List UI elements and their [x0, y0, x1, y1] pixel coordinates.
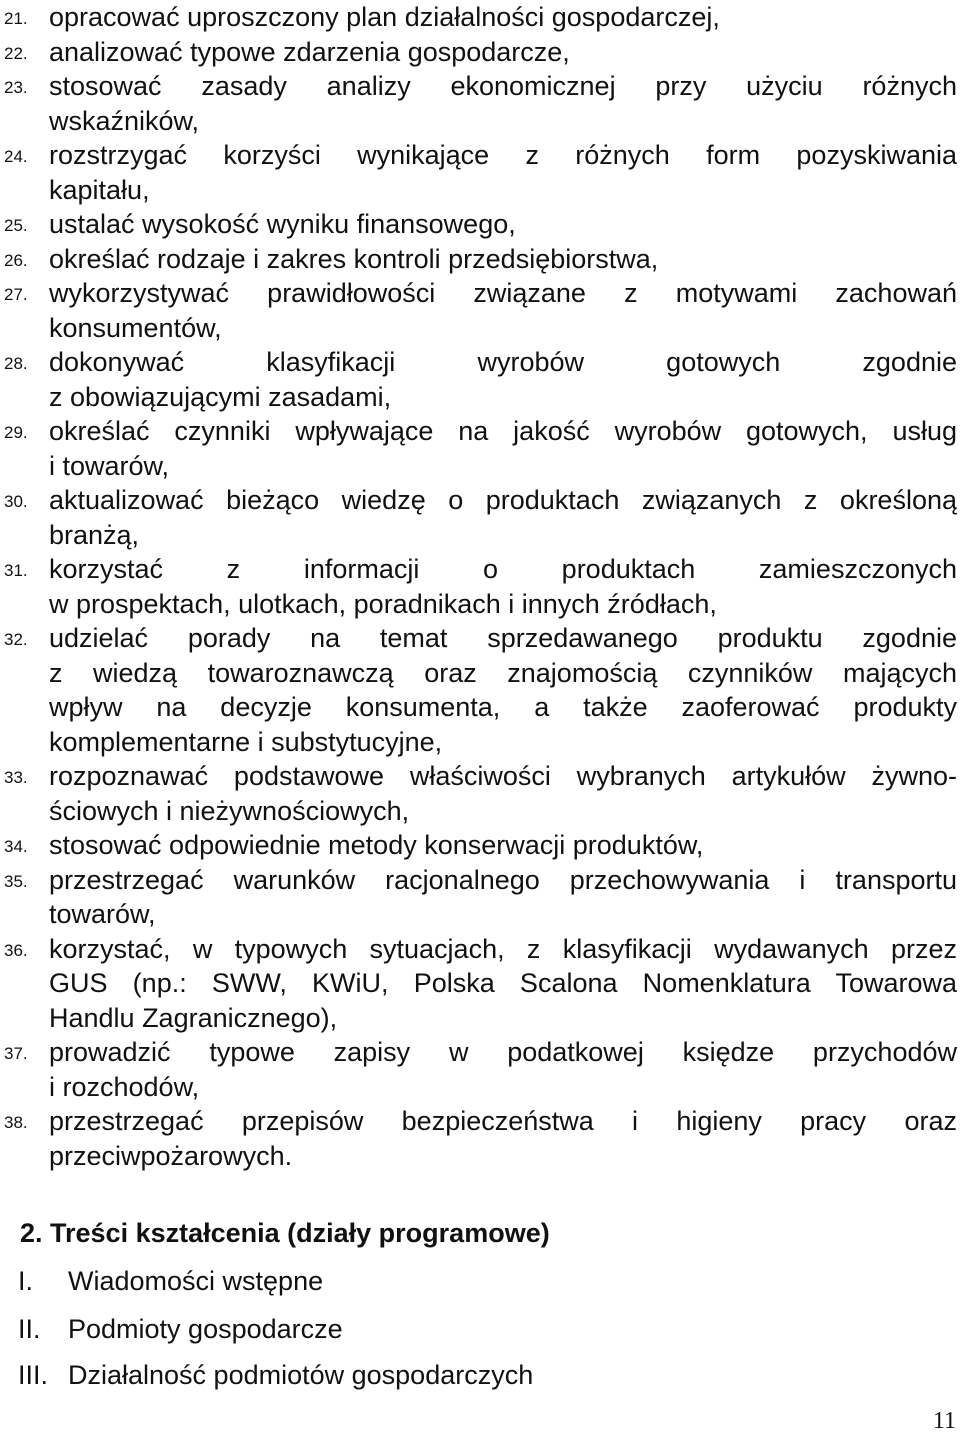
- list-item-text-line: z wiedzą towaroznawczą oraz znajomością czynników mających: [49, 657, 957, 688]
- list-item-number: 24.: [4, 147, 28, 166]
- list-item-text-line: komplementarne i substytucyjne,: [49, 726, 443, 757]
- list-item-number: 38.: [4, 1113, 28, 1132]
- list-item-number: 29.: [4, 423, 28, 442]
- list-item-text-line: przestrzegać przepisów bezpieczeństwa i higieny pracy oraz: [49, 1106, 957, 1136]
- list-item-text-line: GUS (np.: SWW, KWiU, Polska Scalona Nomenklatura Towarowa: [49, 968, 957, 998]
- list-item-text-line: wpływ na decyzje konsumenta, a także zaoferować produkty: [49, 692, 957, 722]
- list-item-text-line: i towarów,: [49, 450, 170, 481]
- list-item-text-line: stosować zasady analizy ekonomicznej przy użyciu różnych: [49, 71, 957, 101]
- list-item-text-line: określać czynniki wpływające na jakość wyrobów gotowych, usług: [49, 416, 957, 446]
- list-item-number: 22.: [4, 43, 28, 63]
- list-item-number: 23.: [4, 78, 28, 97]
- section-heading: 2. Treści kształcenia (działy programowe): [20, 1218, 550, 1248]
- subsection-label: Działalność podmiotów gospodarczych: [68, 1360, 534, 1390]
- subsection-numeral: I.: [18, 1266, 34, 1296]
- list-item-text-line: konsumentów,: [49, 312, 222, 343]
- list-item-text-line: określać rodzaje i zakres kontroli przedsiębiorstwa,: [49, 243, 659, 274]
- list-item-number: 37.: [4, 1044, 28, 1063]
- list-item-number: 34.: [4, 837, 28, 856]
- list-item-text-line: analizować typowe zdarzenia gospodarcze,: [49, 36, 570, 67]
- page-number: 11: [932, 1408, 956, 1434]
- subsection-label: Wiadomości wstępne: [68, 1266, 324, 1296]
- list-item-text-line: Handlu Zagranicznego),: [49, 1002, 338, 1033]
- list-item-text-line: stosować odpowiednie metody konserwacji produktów,: [49, 830, 704, 860]
- list-item-text-line: branżą,: [49, 519, 140, 550]
- list-item-text-line: i rozchodów,: [49, 1071, 200, 1102]
- subsection-numeral: II.: [18, 1314, 41, 1344]
- list-item-number: 26.: [4, 250, 28, 270]
- list-item-number: 21.: [4, 9, 28, 28]
- list-item-text-line: dokonywać klasyfikacji wyrobów gotowych zgodnie: [49, 347, 957, 377]
- list-item-text-line: prowadzić typowe zapisy w podatkowej księdze przychodów: [49, 1037, 957, 1067]
- subsection-label: Podmioty gospodarcze: [68, 1314, 343, 1344]
- list-item-text-line: towarów,: [49, 899, 156, 929]
- list-item-text-line: wykorzystywać prawidłowości związane z motywami zachowań: [49, 278, 957, 308]
- list-item-text-line: kapitału,: [49, 174, 150, 205]
- subsection-numeral: III.: [18, 1360, 49, 1390]
- list-item-number: 27.: [4, 285, 28, 304]
- list-item-number: 32.: [4, 630, 28, 649]
- list-item-text-line: udzielać porady na temat sprzedawanego produktu zgodnie: [49, 623, 957, 653]
- list-item-number: 35.: [4, 871, 28, 891]
- list-item-number: 33.: [4, 768, 28, 787]
- list-item-number: 25.: [4, 216, 28, 235]
- list-item-text-line: korzystać z informacji o produktach zamieszczonych: [49, 554, 957, 584]
- list-item-text-line: opracować uproszczony plan działalności gospodarczej,: [49, 2, 720, 32]
- list-item-number: 36.: [4, 940, 28, 960]
- list-item-number: 31.: [4, 561, 28, 580]
- list-item-text-line: rozstrzygać korzyści wynikające z różnych form pozyskiwania: [49, 140, 957, 170]
- list-item-text-line: aktualizować bieżąco wiedzę o produktach związanych z określoną: [49, 485, 957, 515]
- list-item-text-line: korzystać, w typowych sytuacjach, z klasyfikacji wydawanych przez: [49, 933, 957, 964]
- list-item-text-line: wskaźników,: [49, 105, 200, 136]
- list-item-text-line: w prospektach, ulotkach, poradnikach i innych źródłach,: [49, 588, 717, 619]
- list-item-text-line: rozpoznawać podstawowe właściwości wybranych artykułów żywno-: [49, 761, 957, 791]
- list-item-text-line: ustalać wysokość wyniku finansowego,: [49, 209, 516, 239]
- list-item-text-line: przestrzegać warunków racjonalnego przechowywania i transportu: [49, 864, 957, 895]
- list-item-number: 28.: [4, 354, 28, 373]
- list-item-text-line: przeciwpożarowych.: [49, 1140, 293, 1171]
- list-item-text-line: ściowych i nieżywnościowych,: [49, 795, 410, 826]
- list-item-number: 30.: [4, 492, 28, 511]
- list-item-text-line: z obowiązującymi zasadami,: [49, 381, 392, 412]
